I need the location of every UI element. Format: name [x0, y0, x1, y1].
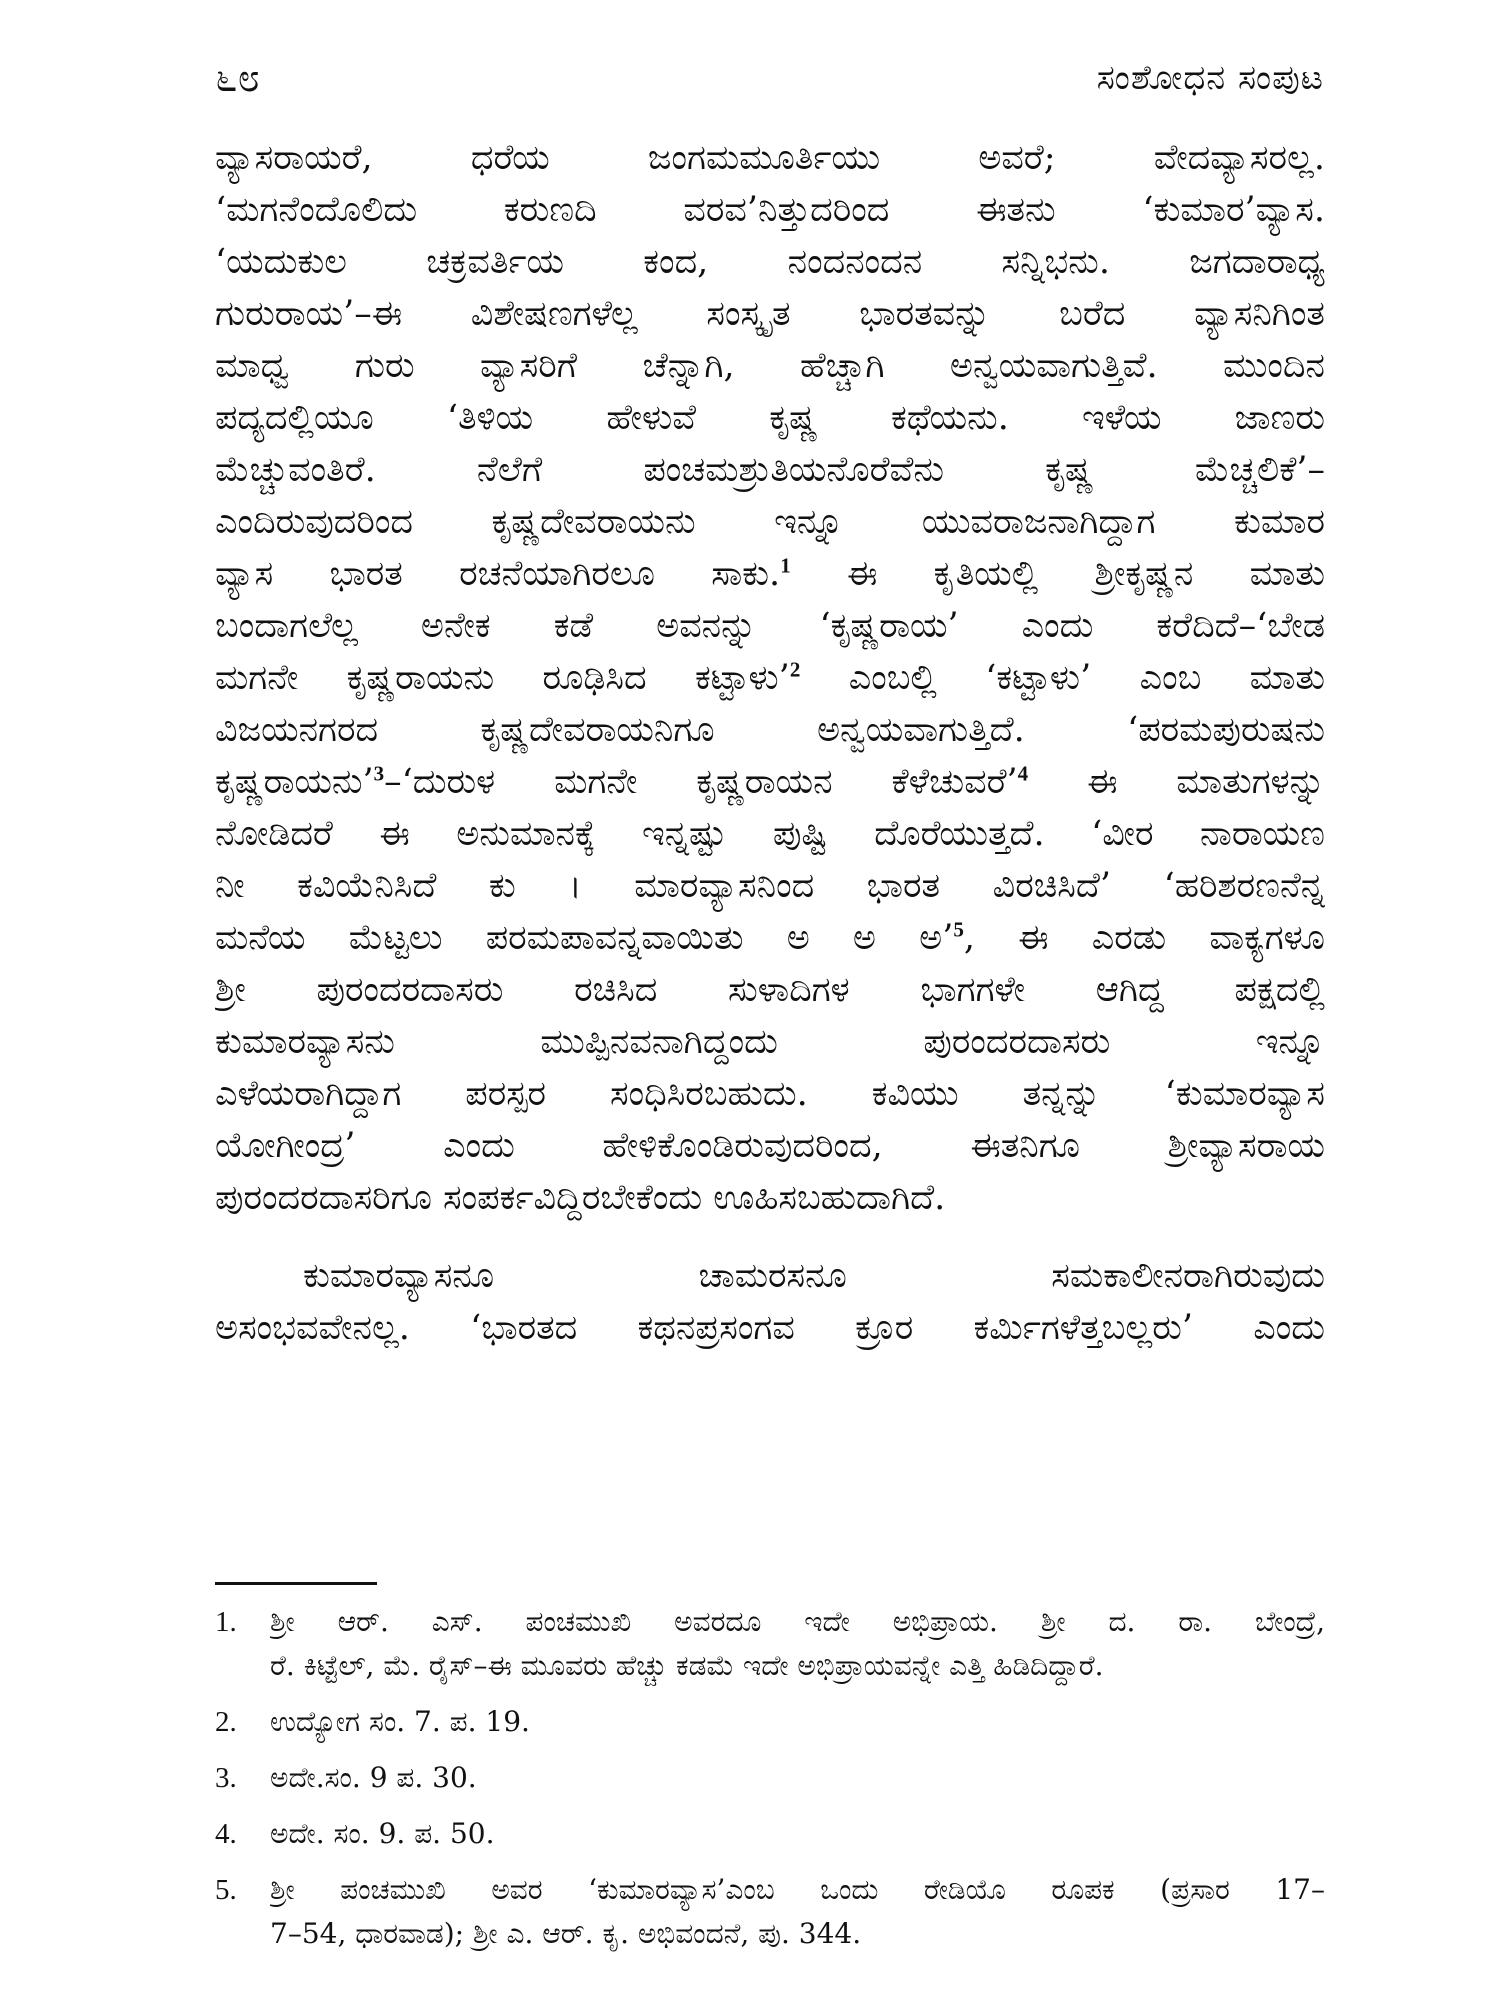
text-line	[215, 652, 1325, 704]
footnote-number: 1.	[215, 1606, 237, 1638]
text-fragment: –‘ದುರುಳ ಮಗನೇ ಕೃಷ್ಣರಾಯನ ಕೆಳೆಚುವರೆ’	[384, 762, 1018, 802]
text-line: ನೋಡಿದರೆ ಈ ಅನುಮಾನಕ್ಕೆ ಇನ್ನಷ್ಟು ಪುಷ್ಟಿ ದೊರೆಯುತ್ತದೆ. ‘ವೀರ ನಾರಾಯಣ	[215, 814, 1325, 854]
text-line: ಬಂದಾಗಲೆಲ್ಲ ಅನೇಕ ಕಡೆ ಅವನನ್ನು ‘ಕೃಷ್ಣರಾಯ’ ಎಂದು ಕರೆದಿದೆ–‘ಬೇಡ	[215, 606, 1325, 646]
text-line: ‘ಯದುಕುಲ ಚಕ್ರವರ್ತಿಯ ಕಂದ, ನಂದನಂದನ ಸನ್ನಿಭನು. ಜಗದಾರಾಧ್ಯ	[215, 242, 1325, 282]
footnote-ref: 3	[373, 761, 385, 786]
footnote-ref: 5	[953, 917, 964, 942]
text-line: ವಿಜಯನಗರದ ಕೃಷ್ಣದೇವರಾಯನಿಗೂ ಅನ್ವಯವಾಗುತ್ತಿದೆ. ‘ಪರಮಪುರುಷನು	[215, 710, 1325, 750]
paragraph-gap	[215, 1224, 1325, 1250]
footnote-line: 7–54, ಧಾರವಾಡ); ಶ್ರೀ ಎ. ಆರ್. ಕೃ. ಅಭಿವಂದನೆ, ಪು. 344.	[270, 1917, 862, 1950]
footnote-number: 5.	[215, 1874, 237, 1906]
text-line: ಅಸಂಭವವೇನಲ್ಲ. ‘ಭಾರತದ ಕಥನಪ್ರಸಂಗವ ಕ್ರೂರ ಕರ್ಮಿಗಳೆತ್ತಬಲ್ಲರು’ ಎಂದು	[215, 1308, 1325, 1348]
text-line: ಪದ್ಯದಲ್ಲಿಯೂ ‘ತಿಳಿಯ ಹೇಳುವೆ ಕೃಷ್ಣ ಕಥೆಯನು. ಇಳೆಯ ಜಾಣರು	[215, 398, 1325, 438]
footnote-line: ಶ್ರೀ ಆರ್. ಎಸ್. ಪಂಚಮುಖಿ ಅವರದೂ ಇದೇ ಅಭಿಪ್ರಾಯ. ಶ್ರೀ ದ. ರಾ. ಬೇಂದ್ರೆ,	[270, 1605, 1325, 1638]
footnote-line: ರೆ. ಕಿಟ್ಟೆಲ್, ಮೆ. ರೈಸ್–ಈ ಮೂವರು ಹೆಚ್ಚು ಕಡಮೆ ಇದೇ ಅಭಿಪ್ರಾಯವನ್ನೇ ಎತ್ತಿ ಹಿಡಿದಿದ್ದಾರೆ.	[270, 1649, 1104, 1682]
text-fragment: ಎಂಬಲ್ಲಿ ‘ಕಟ್ಟಾಳು’ ಎಂಬ ಮಾತು	[800, 658, 1325, 698]
text-fragment: ಕೃಷ್ಣರಾಯನು’	[215, 762, 374, 802]
running-title: ಸಂಶೋಧನ ಸಂಪುಟ	[1096, 58, 1324, 98]
footnote-line: ಶ್ರೀ ಪಂಚಮುಖಿ ಅವರ ‘ಕುಮಾರವ್ಯಾಸ’ಎಂಬ ಒಂದು ರೇಡಿಯೊ ರೂಪಕ (ಪ್ರಸಾರ 17–	[270, 1873, 1325, 1906]
footnote-number: 4.	[215, 1818, 237, 1850]
footnote-item	[215, 1868, 1325, 1956]
footnote-item	[215, 1812, 1325, 1856]
text-line	[215, 912, 1325, 964]
text-line: ಗುರುರಾಯ’–ಈ ವಿಶೇಷಣಗಳೆಲ್ಲ ಸಂಸ್ಕೃತ ಭಾರತವನ್ನು ಬರೆದ ವ್ಯಾಸನಿಗಿಂತ	[215, 294, 1325, 334]
footnote-ref: 4	[1017, 761, 1029, 786]
text-line	[215, 756, 1325, 808]
text-fragment: ಈ ಕೃತಿಯಲ್ಲಿ ಶ್ರೀಕೃಷ್ಣನ ಮಾತು	[790, 554, 1325, 594]
text-fragment: ಮನೆಯ ಮೆಟ್ಟಲು ಪರಮಪಾವನ್ನವಾಯಿತು ಅ ಅ ಅ’	[215, 918, 954, 958]
page-header	[215, 48, 1324, 108]
body-text	[215, 132, 1325, 1354]
page-number: ೬೮	[215, 55, 260, 101]
footnote-line: ಅದೇ.ಸಂ. 9 ಪ. 30.	[270, 1761, 477, 1794]
text-fragment: ವ್ಯಾಸ ಭಾರತ ರಚನೆಯಾಗಿರಲೂ ಸಾಕು.	[215, 554, 781, 594]
text-fragment: , ಈ ಎರಡು ವಾಕ್ಯಗಳೂ	[963, 918, 1325, 958]
footnote-number: 3.	[215, 1762, 237, 1794]
text-line: ಪುರಂದರದಾಸರಿಗೂ ಸಂಪರ್ಕವಿದ್ದಿರಬೇಕೆಂದು ಊಹಿಸಬಹುದಾಗಿದೆ.	[215, 1178, 946, 1218]
text-fragment: ಮಗನೇ ಕೃಷ್ಣರಾಯನು ರೂಢಿಸಿದ ಕಟ್ಟಾಳು’	[215, 658, 790, 698]
paragraph-1	[215, 132, 1325, 1224]
footnote-divider	[215, 1582, 377, 1585]
text-line: ಎಂದಿರುವುದರಿಂದ ಕೃಷ್ಣದೇವರಾಯನು ಇನ್ನೂ ಯುವರಾಜನಾಗಿದ್ದಾಗ ಕುಮಾರ	[215, 502, 1325, 542]
footnote-ref: 2	[789, 657, 801, 682]
footnote-line: ಉದ್ಯೋಗ ಸಂ. 7. ಪ. 19.	[270, 1705, 530, 1738]
text-line	[215, 548, 1325, 600]
footnote-ref: 1	[780, 553, 791, 578]
footnote-line: ಅದೇ. ಸಂ. 9. ಪ. 50.	[270, 1817, 495, 1850]
text-line: ‘ಮಗನೆಂದೊಲಿದು ಕರುಣದಿ ವರವ’ನಿತ್ತುದರಿಂದ ಈತನು ‘ಕುಮಾರ’ವ್ಯಾಸ.	[215, 190, 1325, 230]
footnote-item	[215, 1600, 1325, 1688]
text-fragment: ಈ ಮಾತುಗಳನ್ನು	[1028, 762, 1325, 802]
footnote-number: 2.	[215, 1706, 237, 1738]
text-line: ಕುಮಾರವ್ಯಾಸನು ಮುಪ್ಪಿನವನಾಗಿದ್ದಂದು ಪುರಂದರದಾಸರು ಇನ್ನೂ	[215, 1022, 1325, 1062]
text-line: ಮೆಚ್ಚುವಂತಿರೆ. ನೆಲೆಗೆ ಪಂಚಮಶ್ರುತಿಯನೊರೆವೆನು ಕೃಷ್ಣ ಮೆಚ್ಚಲಿಕೆ’–	[215, 450, 1325, 490]
text-line: ಯೋಗೀಂದ್ರ’ ಎಂದು ಹೇಳಿಕೊಂಡಿರುವುದರಿಂದ, ಈತನಿಗೂ ಶ್ರೀವ್ಯಾಸರಾಯ	[215, 1126, 1325, 1166]
footnotes	[215, 1600, 1325, 1968]
footnote-item	[215, 1756, 1325, 1800]
text-line: ಎಳೆಯರಾಗಿದ್ದಾಗ ಪರಸ್ಪರ ಸಂಧಿಸಿರಬಹುದು. ಕವಿಯು ತನ್ನನ್ನು ‘ಕುಮಾರವ್ಯಾಸ	[215, 1074, 1325, 1114]
text-line: ಶ್ರೀ ಪುರಂದರದಾಸರು ರಚಿಸಿದ ಸುಳಾದಿಗಳ ಭಾಗಗಳೇ ಆಗಿದ್ದ ಪಕ್ಷದಲ್ಲಿ	[215, 970, 1325, 1010]
text-line: ವ್ಯಾಸರಾಯರೆ, ಧರೆಯ ಜಂಗಮಮೂರ್ತಿಯು ಅವರೆ; ವೇದವ್ಯಾಸರಲ್ಲ.	[215, 138, 1325, 178]
text-line: ನೀ ಕವಿಯೆನಿಸಿದೆ ಕು । ಮಾರವ್ಯಾಸನಿಂದ ಭಾರತ ವಿರಚಿಸಿದೆ’ ‘ಹರಿಶರಣನೆನ್ನ	[215, 866, 1325, 906]
footnote-item	[215, 1700, 1325, 1744]
text-line: ಮಾಧ್ವ ಗುರು ವ್ಯಾಸರಿಗೆ ಚೆನ್ನಾಗಿ, ಹೆಚ್ಚಾಗಿ ಅನ್ವಯವಾಗುತ್ತಿವೆ. ಮುಂದಿನ	[215, 346, 1325, 386]
text-line: ಕುಮಾರವ್ಯಾಸನೂ ಚಾಮರಸನೂ ಸಮಕಾಲೀನರಾಗಿರುವುದು	[303, 1256, 1325, 1296]
paragraph-2	[215, 1250, 1325, 1354]
